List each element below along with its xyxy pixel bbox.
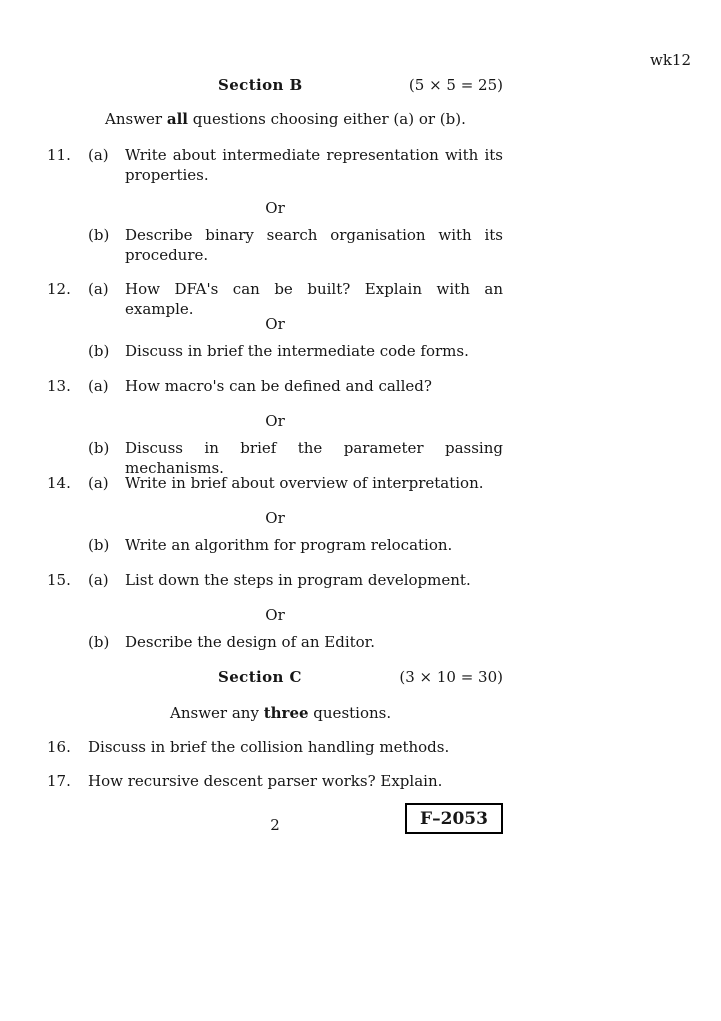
section-c-marks: (3 × 10 = 30) — [399, 668, 503, 686]
question-11a — [47, 145, 503, 185]
instruction-text-post: questions choosing either (a) or (b). — [187, 110, 466, 128]
question-number: 12. — [47, 280, 71, 298]
exam-code: F–2053 — [420, 808, 488, 829]
number-spacer — [47, 225, 88, 265]
question-text: Describe binary search organisation with its procedure. — [125, 226, 503, 264]
question-15a — [47, 570, 503, 590]
part-b-label: (b) — [88, 633, 110, 651]
question-number: 11. — [47, 146, 71, 164]
or-label: Or — [265, 315, 285, 333]
question-number: 13. — [47, 377, 71, 395]
question-text: Describe the design of an Editor. — [125, 633, 375, 651]
part-b-label: (b) — [88, 342, 110, 360]
or-separator — [47, 605, 503, 625]
question-text: Discuss in brief the collision handling methods. — [88, 738, 450, 756]
or-separator — [47, 508, 503, 528]
instruction-text-pre: Answer — [105, 110, 167, 128]
section-c-header — [47, 667, 503, 687]
number-spacer — [47, 341, 88, 361]
question-text: Write an algorithm for program relocation. — [125, 536, 453, 554]
question-text: Write about intermediate representation with its properties. — [125, 146, 503, 184]
or-separator — [47, 198, 503, 218]
part-b-label: (b) — [88, 536, 110, 554]
question-number: 16. — [47, 738, 71, 756]
question-14a — [47, 473, 503, 493]
question-text: List down the steps in program development. — [125, 571, 471, 589]
question-16 — [47, 737, 503, 757]
instruction-text-pre: Answer any — [170, 704, 264, 722]
part-a-label: (a) — [88, 571, 109, 589]
or-separator — [47, 314, 503, 334]
part-a-label: (a) — [88, 377, 109, 395]
question-number: 17. — [47, 772, 71, 790]
part-b-label: (b) — [88, 226, 110, 244]
section-c-title: Section C — [218, 668, 302, 686]
number-spacer — [47, 535, 88, 555]
question-17 — [47, 771, 503, 791]
question-15b — [47, 632, 503, 652]
exam-code-box — [405, 803, 503, 834]
instruction-text-bold: three — [263, 704, 309, 722]
question-13a — [47, 376, 503, 396]
corner-mark: wk12 — [649, 51, 691, 69]
instruction-text-post: questions. — [308, 704, 392, 722]
question-number: 14. — [47, 474, 71, 492]
number-spacer — [47, 438, 88, 478]
section-b-header — [47, 75, 503, 95]
question-text: How recursive descent parser works? Explain. — [88, 772, 443, 790]
part-a-label: (a) — [88, 474, 109, 492]
question-text: Write in brief about overview of interpretation. — [125, 474, 484, 492]
question-13b — [47, 438, 503, 478]
question-text: Discuss in brief the parameter passing mechanisms. — [125, 439, 503, 477]
question-text: Discuss in brief the intermediate code forms. — [125, 342, 469, 360]
part-a-label: (a) — [88, 280, 109, 298]
question-text: How macro's can be defined and called? — [125, 377, 432, 395]
instruction-text-bold: all — [166, 110, 188, 128]
or-label: Or — [265, 509, 285, 527]
question-14b — [47, 535, 503, 555]
section-b-title: Section B — [218, 76, 303, 94]
page-number: 2 — [270, 816, 280, 834]
question-12a — [47, 279, 503, 319]
section-b-marks: (5 × 5 = 25) — [408, 76, 503, 94]
question-number: 15. — [47, 571, 71, 589]
section-c-instruction — [170, 703, 391, 723]
section-b-instruction — [105, 109, 466, 129]
or-separator — [47, 411, 503, 431]
part-b-label: (b) — [88, 439, 110, 457]
question-12b — [47, 341, 503, 361]
question-11b — [47, 225, 503, 265]
number-spacer — [47, 632, 88, 652]
or-label: Or — [265, 199, 285, 217]
or-label: Or — [265, 412, 285, 430]
part-a-label: (a) — [88, 146, 109, 164]
question-text: How DFA's can be built? Explain with an example. — [125, 280, 503, 318]
or-label: Or — [265, 606, 285, 624]
